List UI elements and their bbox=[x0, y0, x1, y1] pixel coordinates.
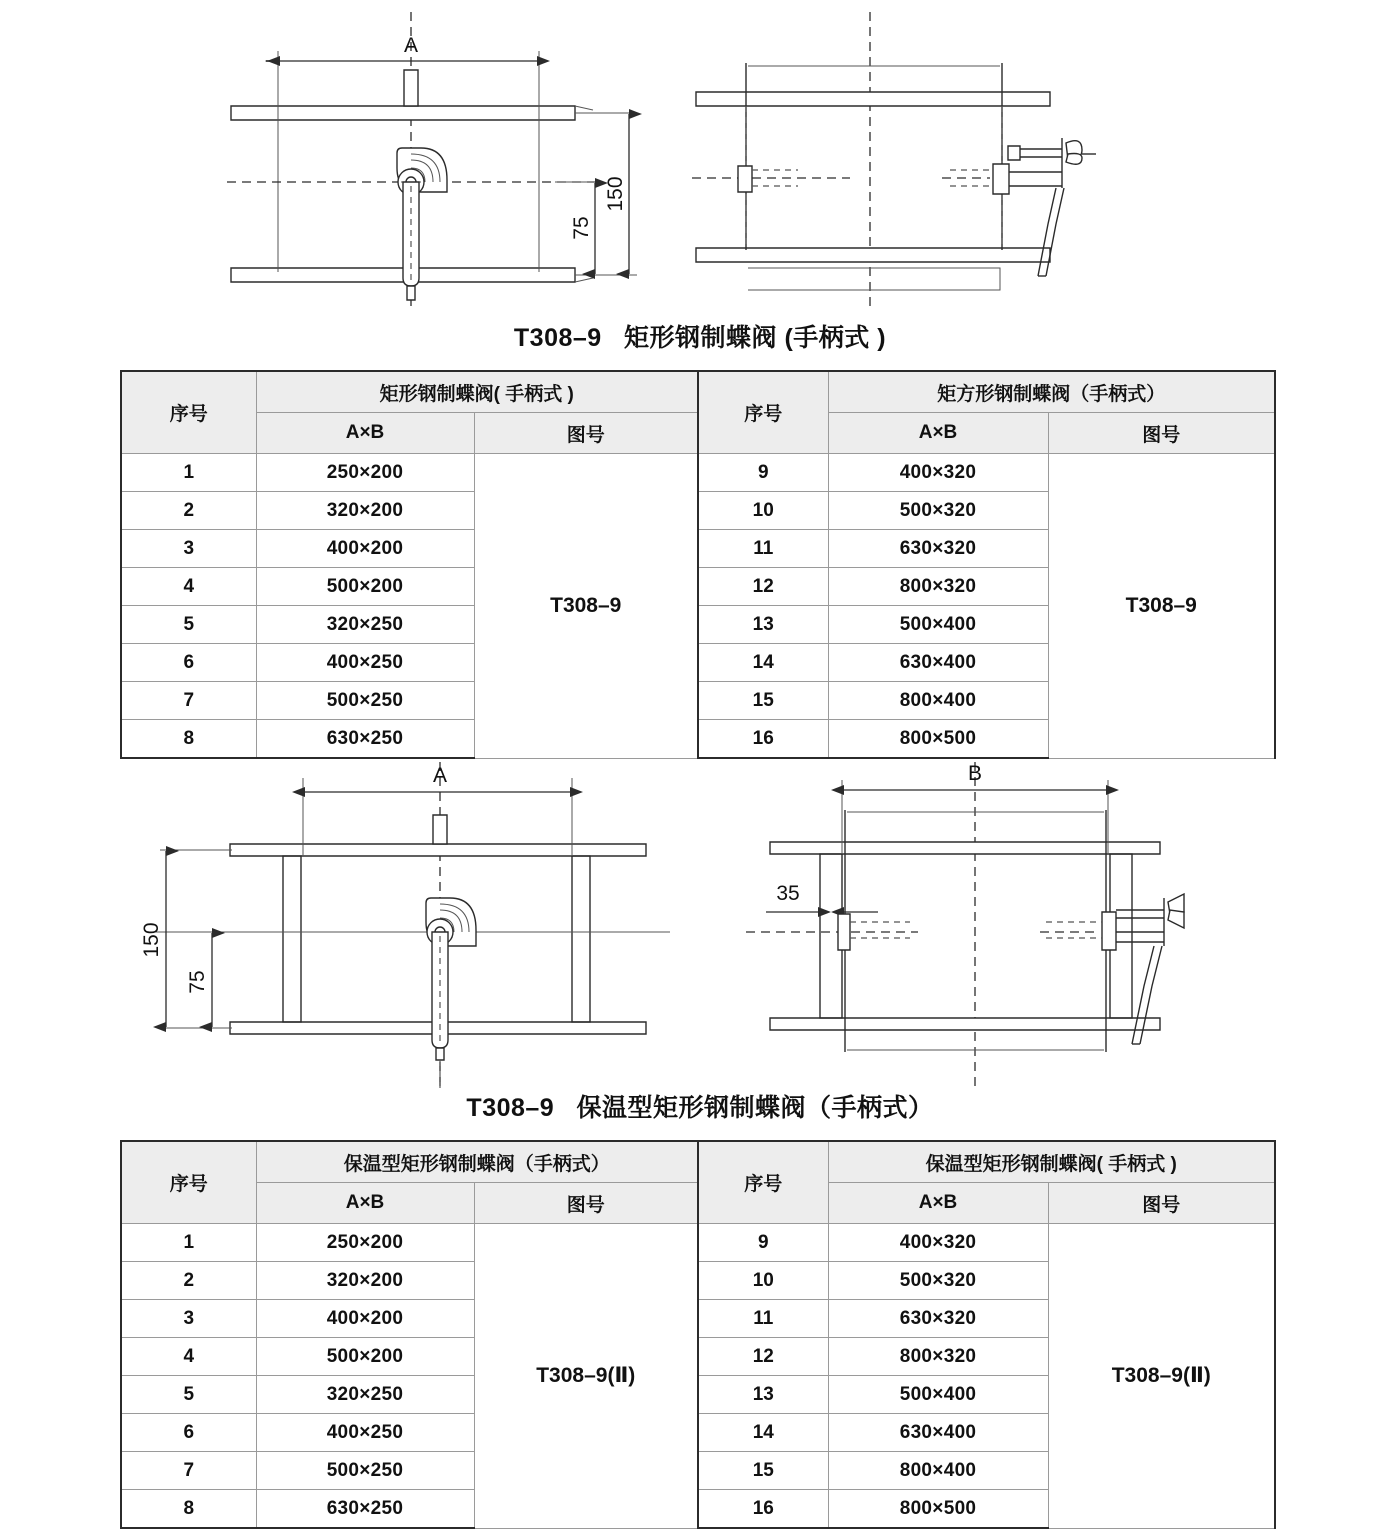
figure2-side-view bbox=[740, 760, 1190, 1090]
cell-seq: 7 bbox=[121, 682, 256, 720]
table2-left-seq-header: 序号 bbox=[121, 1141, 256, 1224]
figure1-side-view bbox=[690, 10, 1110, 310]
cell-seq: 13 bbox=[698, 1376, 828, 1414]
cell-drawing-number: T308–9 bbox=[1048, 454, 1275, 759]
cell-size: 630×400 bbox=[828, 644, 1048, 682]
table2-left-group-header: 保温型矩形钢制蝶阀（手柄式） bbox=[256, 1141, 698, 1183]
figure1-front-view bbox=[225, 10, 665, 310]
cell-size: 500×250 bbox=[256, 682, 474, 720]
cell-drawing-number: T308–9(Ⅱ) bbox=[474, 1224, 698, 1529]
cell-size: 400×200 bbox=[256, 1300, 474, 1338]
dimension-label-150: 150 bbox=[604, 176, 627, 212]
cell-size: 400×200 bbox=[256, 530, 474, 568]
table1-left-size-header: A×B bbox=[256, 413, 474, 454]
table1-right-drawing-header: 图号 bbox=[1048, 413, 1275, 454]
cell-seq: 6 bbox=[121, 1414, 256, 1452]
cell-seq: 3 bbox=[121, 1300, 256, 1338]
cell-seq: 4 bbox=[121, 1338, 256, 1376]
cell-drawing-number: T308–9 bbox=[474, 454, 698, 759]
cell-size: 400×320 bbox=[828, 454, 1048, 492]
figure1-drawings bbox=[0, 0, 1400, 352]
cell-size: 400×250 bbox=[256, 1414, 474, 1452]
cell-size: 800×400 bbox=[828, 1452, 1048, 1490]
dimension-label-75: 75 bbox=[186, 970, 209, 994]
cell-seq: 12 bbox=[698, 568, 828, 606]
cell-size: 630×250 bbox=[256, 1490, 474, 1529]
cell-size: 500×320 bbox=[828, 492, 1048, 530]
cell-size: 500×200 bbox=[256, 1338, 474, 1376]
cell-size: 500×200 bbox=[256, 568, 474, 606]
dimension-label-b: B bbox=[967, 762, 983, 785]
cell-seq: 2 bbox=[121, 492, 256, 530]
cell-seq: 15 bbox=[698, 1452, 828, 1490]
cell-drawing-number: T308–9(Ⅱ) bbox=[1048, 1224, 1275, 1529]
cell-seq: 3 bbox=[121, 530, 256, 568]
cell-seq: 12 bbox=[698, 1338, 828, 1376]
cell-seq: 5 bbox=[121, 1376, 256, 1414]
cell-size: 320×200 bbox=[256, 492, 474, 530]
cell-seq: 10 bbox=[698, 1262, 828, 1300]
cell-size: 400×320 bbox=[828, 1224, 1048, 1262]
cell-seq: 1 bbox=[121, 1224, 256, 1262]
cell-seq: 9 bbox=[698, 454, 828, 492]
cell-seq: 9 bbox=[698, 1224, 828, 1262]
cell-seq: 15 bbox=[698, 682, 828, 720]
cell-size: 320×200 bbox=[256, 1262, 474, 1300]
cell-seq: 14 bbox=[698, 1414, 828, 1452]
cell-seq: 5 bbox=[121, 606, 256, 644]
cell-seq: 11 bbox=[698, 530, 828, 568]
dimension-label-75: 75 bbox=[570, 216, 593, 240]
figure2-caption-text: T308–9 保温型矩形钢制蝶阀（手柄式） bbox=[466, 1094, 934, 1122]
cell-size: 500×400 bbox=[828, 606, 1048, 644]
figure1-caption: T308–9 矩形钢制蝶阀 (手柄式 ) bbox=[513, 324, 887, 352]
table-insulated-butterfly-valve bbox=[120, 1140, 1276, 1529]
cell-size: 630×320 bbox=[828, 1300, 1048, 1338]
table1-right-group-header: 矩方形钢制蝶阀（手柄式） bbox=[828, 371, 1275, 413]
dimension-label-a: A bbox=[432, 764, 448, 787]
cell-seq: 6 bbox=[121, 644, 256, 682]
table2-right-group-header: 保温型矩形钢制蝶阀( 手柄式 ) bbox=[828, 1141, 1275, 1183]
cell-size: 630×250 bbox=[256, 720, 474, 759]
table2-right-size-header: A×B bbox=[828, 1183, 1048, 1224]
cell-size: 630×400 bbox=[828, 1414, 1048, 1452]
cell-seq: 8 bbox=[121, 1490, 256, 1529]
table2-right-drawing-header: 图号 bbox=[1048, 1183, 1275, 1224]
table2-left-drawing-header: 图号 bbox=[474, 1183, 698, 1224]
dimension-label-a: A bbox=[403, 34, 419, 57]
table1-left-seq-header: 序号 bbox=[121, 371, 256, 454]
cell-size: 400×250 bbox=[256, 644, 474, 682]
cell-seq: 7 bbox=[121, 1452, 256, 1490]
cell-seq: 13 bbox=[698, 606, 828, 644]
cell-seq: 11 bbox=[698, 1300, 828, 1338]
table1-right-size-header: A×B bbox=[828, 413, 1048, 454]
cell-seq: 1 bbox=[121, 454, 256, 492]
cell-size: 250×200 bbox=[256, 454, 474, 492]
cell-size: 320×250 bbox=[256, 606, 474, 644]
table1-left-group-header: 矩形钢制蝶阀( 手柄式 ) bbox=[256, 371, 698, 413]
cell-seq: 14 bbox=[698, 644, 828, 682]
table1-left-drawing-header: 图号 bbox=[474, 413, 698, 454]
table-rectangular-butterfly-valve bbox=[120, 370, 1276, 759]
cell-size: 500×250 bbox=[256, 1452, 474, 1490]
table2-right-seq-header: 序号 bbox=[698, 1141, 828, 1224]
figure2-drawings bbox=[0, 760, 1400, 1090]
cell-size: 500×400 bbox=[828, 1376, 1048, 1414]
cell-size: 250×200 bbox=[256, 1224, 474, 1262]
cell-seq: 4 bbox=[121, 568, 256, 606]
cell-size: 320×250 bbox=[256, 1376, 474, 1414]
cell-size: 500×320 bbox=[828, 1262, 1048, 1300]
table2-left-size-header: A×B bbox=[256, 1183, 474, 1224]
cell-size: 800×500 bbox=[828, 720, 1048, 759]
cell-seq: 10 bbox=[698, 492, 828, 530]
cell-seq: 16 bbox=[698, 720, 828, 759]
cell-seq: 8 bbox=[121, 720, 256, 759]
cell-size: 800×320 bbox=[828, 1338, 1048, 1376]
dimension-label-150: 150 bbox=[140, 922, 163, 958]
dimension-label-35: 35 bbox=[776, 882, 800, 905]
cell-seq: 2 bbox=[121, 1262, 256, 1300]
cell-size: 800×500 bbox=[828, 1490, 1048, 1529]
cell-size: 800×400 bbox=[828, 682, 1048, 720]
cell-size: 800×320 bbox=[828, 568, 1048, 606]
cell-seq: 16 bbox=[698, 1490, 828, 1529]
table1-right-seq-header: 序号 bbox=[698, 371, 828, 454]
table-row bbox=[121, 1224, 1275, 1262]
cell-size: 630×320 bbox=[828, 530, 1048, 568]
table-row bbox=[121, 454, 1275, 492]
figure2-front-view bbox=[140, 760, 680, 1090]
